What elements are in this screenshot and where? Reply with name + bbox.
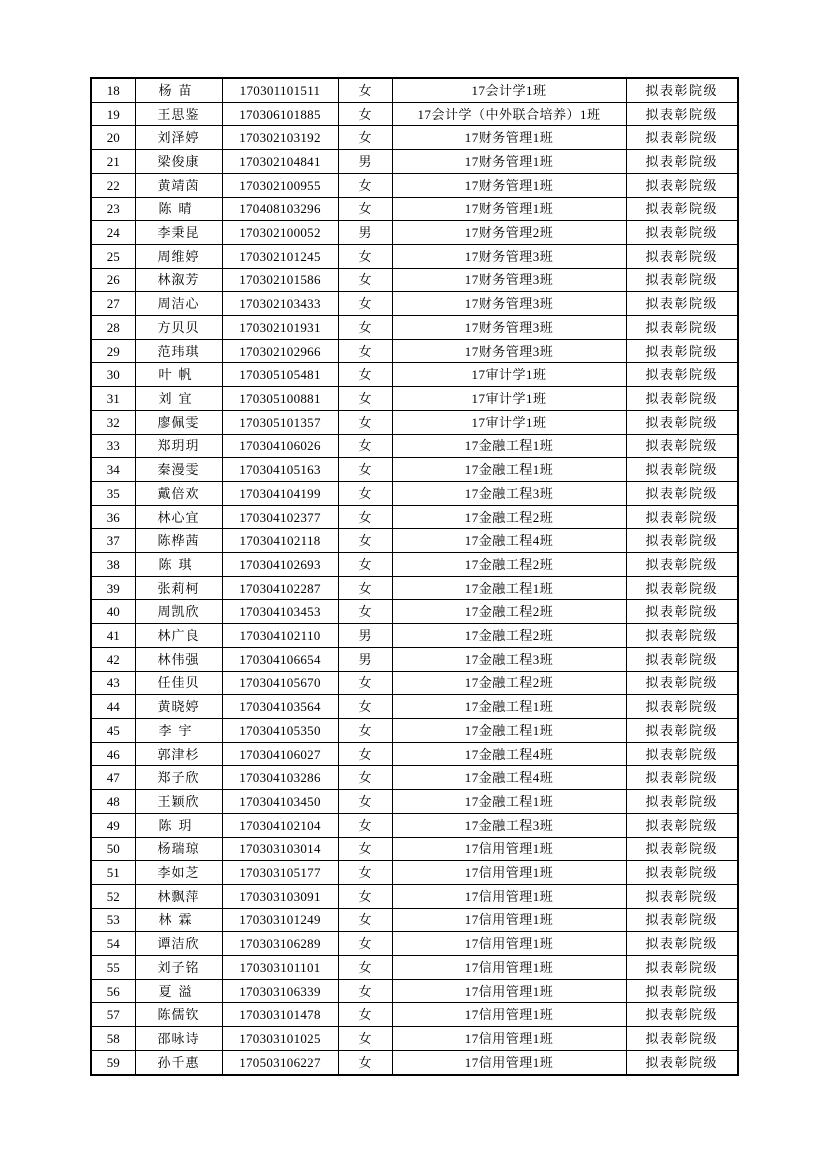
cell-no: 20 — [91, 126, 135, 150]
cell-no: 47 — [91, 766, 135, 790]
table-row — [91, 363, 738, 387]
cell-class-name: 17金融工程2班 — [392, 505, 626, 529]
cell-gender: 女 — [338, 505, 392, 529]
cell-gender: 女 — [338, 292, 392, 316]
cell-name: 林广良 — [135, 624, 222, 648]
cell-class-name: 17金融工程2班 — [392, 671, 626, 695]
cell-no: 21 — [91, 150, 135, 174]
cell-award: 拟表彰院级 — [626, 387, 738, 411]
cell-award: 拟表彰院级 — [626, 837, 738, 861]
cell-class-name: 17财务管理1班 — [392, 126, 626, 150]
table-row — [91, 979, 738, 1003]
cell-award: 拟表彰院级 — [626, 410, 738, 434]
cell-name: 陈桦茜 — [135, 529, 222, 553]
cell-gender: 女 — [338, 363, 392, 387]
cell-no: 59 — [91, 1050, 135, 1074]
cell-no: 49 — [91, 813, 135, 837]
cell-name: 黄靖茵 — [135, 173, 222, 197]
cell-student-id: 170302101931 — [222, 316, 338, 340]
cell-gender: 男 — [338, 624, 392, 648]
cell-name: 廖佩雯 — [135, 410, 222, 434]
table-row — [91, 481, 738, 505]
cell-award: 拟表彰院级 — [626, 671, 738, 695]
cell-award: 拟表彰院级 — [626, 861, 738, 885]
cell-gender: 女 — [338, 1027, 392, 1051]
cell-no: 35 — [91, 481, 135, 505]
cell-name: 刘子铭 — [135, 956, 222, 980]
cell-class-name: 17信用管理1班 — [392, 1027, 626, 1051]
table-row — [91, 766, 738, 790]
cell-gender: 女 — [338, 956, 392, 980]
cell-class-name: 17信用管理1班 — [392, 837, 626, 861]
cell-name: 黄晓婷 — [135, 695, 222, 719]
cell-class-name: 17审计学1班 — [392, 410, 626, 434]
cell-no: 42 — [91, 647, 135, 671]
cell-student-id: 170304103564 — [222, 695, 338, 719]
table-row — [91, 150, 738, 174]
cell-name: 孙千惠 — [135, 1050, 222, 1074]
cell-gender: 女 — [338, 837, 392, 861]
cell-class-name: 17审计学1班 — [392, 387, 626, 411]
cell-student-id: 170303101249 — [222, 908, 338, 932]
table-row — [91, 1027, 738, 1051]
cell-no: 25 — [91, 244, 135, 268]
cell-gender: 女 — [338, 908, 392, 932]
cell-class-name: 17信用管理1班 — [392, 932, 626, 956]
cell-student-id: 170302101586 — [222, 268, 338, 292]
cell-gender: 女 — [338, 553, 392, 577]
table-row — [91, 624, 738, 648]
cell-award: 拟表彰院级 — [626, 481, 738, 505]
cell-no: 48 — [91, 790, 135, 814]
table-row — [91, 505, 738, 529]
cell-class-name: 17财务管理1班 — [392, 150, 626, 174]
cell-award: 拟表彰院级 — [626, 458, 738, 482]
cell-no: 28 — [91, 316, 135, 340]
cell-no: 26 — [91, 268, 135, 292]
cell-student-id: 170306101885 — [222, 102, 338, 126]
cell-award: 拟表彰院级 — [626, 102, 738, 126]
cell-name: 林溆芳 — [135, 268, 222, 292]
cell-name: 陈儒钦 — [135, 1003, 222, 1027]
cell-no: 43 — [91, 671, 135, 695]
cell-no: 51 — [91, 861, 135, 885]
cell-class-name: 17金融工程1班 — [392, 790, 626, 814]
table-row — [91, 742, 738, 766]
cell-no: 34 — [91, 458, 135, 482]
cell-award: 拟表彰院级 — [626, 1003, 738, 1027]
table-row — [91, 576, 738, 600]
cell-student-id: 170302100052 — [222, 221, 338, 245]
cell-gender: 女 — [338, 600, 392, 624]
cell-student-id: 170304103286 — [222, 766, 338, 790]
cell-no: 45 — [91, 718, 135, 742]
cell-no: 55 — [91, 956, 135, 980]
cell-class-name: 17财务管理3班 — [392, 292, 626, 316]
cell-gender: 女 — [338, 790, 392, 814]
cell-gender: 男 — [338, 647, 392, 671]
cell-gender: 女 — [338, 813, 392, 837]
cell-award: 拟表彰院级 — [626, 932, 738, 956]
cell-award: 拟表彰院级 — [626, 979, 738, 1003]
table-row — [91, 861, 738, 885]
cell-award: 拟表彰院级 — [626, 529, 738, 553]
cell-student-id: 170304102377 — [222, 505, 338, 529]
cell-gender: 女 — [338, 671, 392, 695]
cell-class-name: 17财务管理1班 — [392, 173, 626, 197]
cell-no: 37 — [91, 529, 135, 553]
cell-student-id: 170304106654 — [222, 647, 338, 671]
cell-award: 拟表彰院级 — [626, 1027, 738, 1051]
cell-award: 拟表彰院级 — [626, 78, 738, 102]
cell-gender: 女 — [338, 742, 392, 766]
cell-no: 56 — [91, 979, 135, 1003]
cell-gender: 女 — [338, 126, 392, 150]
cell-student-id: 170303101478 — [222, 1003, 338, 1027]
cell-student-id: 170303101101 — [222, 956, 338, 980]
cell-award: 拟表彰院级 — [626, 790, 738, 814]
cell-name: 邵咏诗 — [135, 1027, 222, 1051]
cell-class-name: 17信用管理1班 — [392, 956, 626, 980]
cell-class-name: 17金融工程4班 — [392, 766, 626, 790]
cell-gender: 女 — [338, 434, 392, 458]
cell-name: 李宇 — [135, 718, 222, 742]
cell-no: 46 — [91, 742, 135, 766]
cell-student-id: 170303106289 — [222, 932, 338, 956]
cell-student-id: 170305101357 — [222, 410, 338, 434]
table-row — [91, 126, 738, 150]
cell-award: 拟表彰院级 — [626, 363, 738, 387]
cell-no: 29 — [91, 339, 135, 363]
table-row — [91, 221, 738, 245]
cell-award: 拟表彰院级 — [626, 576, 738, 600]
cell-award: 拟表彰院级 — [626, 339, 738, 363]
cell-name: 夏溢 — [135, 979, 222, 1003]
cell-student-id: 170303103091 — [222, 884, 338, 908]
cell-gender: 男 — [338, 221, 392, 245]
table-row — [91, 292, 738, 316]
cell-class-name: 17信用管理1班 — [392, 861, 626, 885]
table-row — [91, 553, 738, 577]
cell-no: 52 — [91, 884, 135, 908]
cell-name: 郭津杉 — [135, 742, 222, 766]
cell-name: 郑子欣 — [135, 766, 222, 790]
cell-student-id: 170304102104 — [222, 813, 338, 837]
table-row — [91, 718, 738, 742]
cell-class-name: 17财务管理2班 — [392, 221, 626, 245]
cell-class-name: 17金融工程4班 — [392, 529, 626, 553]
cell-student-id: 170305105481 — [222, 363, 338, 387]
table-row — [91, 244, 738, 268]
cell-award: 拟表彰院级 — [626, 742, 738, 766]
cell-student-id: 170302103192 — [222, 126, 338, 150]
cell-name: 梁俊康 — [135, 150, 222, 174]
cell-no: 44 — [91, 695, 135, 719]
cell-gender: 女 — [338, 78, 392, 102]
cell-name: 林霖 — [135, 908, 222, 932]
cell-student-id: 170302103433 — [222, 292, 338, 316]
cell-award: 拟表彰院级 — [626, 197, 738, 221]
cell-name: 陈琪 — [135, 553, 222, 577]
cell-gender: 女 — [338, 197, 392, 221]
student-table-body — [91, 78, 738, 1075]
cell-award: 拟表彰院级 — [626, 268, 738, 292]
cell-award: 拟表彰院级 — [626, 956, 738, 980]
cell-student-id: 170304102110 — [222, 624, 338, 648]
cell-student-id: 170303105177 — [222, 861, 338, 885]
cell-award: 拟表彰院级 — [626, 766, 738, 790]
cell-class-name: 17会计学1班 — [392, 78, 626, 102]
cell-student-id: 170304102287 — [222, 576, 338, 600]
cell-gender: 女 — [338, 268, 392, 292]
cell-award: 拟表彰院级 — [626, 316, 738, 340]
table-row — [91, 410, 738, 434]
cell-no: 50 — [91, 837, 135, 861]
cell-no: 57 — [91, 1003, 135, 1027]
cell-gender: 女 — [338, 932, 392, 956]
cell-name: 郑玥玥 — [135, 434, 222, 458]
cell-student-id: 170304102118 — [222, 529, 338, 553]
cell-class-name: 17财务管理3班 — [392, 268, 626, 292]
cell-no: 24 — [91, 221, 135, 245]
cell-student-id: 170302104841 — [222, 150, 338, 174]
table-row — [91, 932, 738, 956]
cell-award: 拟表彰院级 — [626, 695, 738, 719]
cell-award: 拟表彰院级 — [626, 553, 738, 577]
cell-no: 54 — [91, 932, 135, 956]
cell-student-id: 170304106027 — [222, 742, 338, 766]
cell-student-id: 170302100955 — [222, 173, 338, 197]
cell-no: 38 — [91, 553, 135, 577]
cell-student-id: 170303106339 — [222, 979, 338, 1003]
cell-award: 拟表彰院级 — [626, 434, 738, 458]
cell-class-name: 17金融工程2班 — [392, 600, 626, 624]
cell-student-id: 170408103296 — [222, 197, 338, 221]
cell-no: 31 — [91, 387, 135, 411]
table-row — [91, 600, 738, 624]
cell-award: 拟表彰院级 — [626, 221, 738, 245]
cell-no: 36 — [91, 505, 135, 529]
cell-gender: 男 — [338, 150, 392, 174]
cell-class-name: 17审计学1班 — [392, 363, 626, 387]
cell-no: 22 — [91, 173, 135, 197]
cell-name: 李秉昆 — [135, 221, 222, 245]
cell-gender: 女 — [338, 695, 392, 719]
cell-name: 杨瑞琼 — [135, 837, 222, 861]
cell-class-name: 17财务管理3班 — [392, 244, 626, 268]
cell-gender: 女 — [338, 173, 392, 197]
cell-no: 58 — [91, 1027, 135, 1051]
cell-class-name: 17金融工程1班 — [392, 576, 626, 600]
cell-student-id: 170304103450 — [222, 790, 338, 814]
table-row — [91, 339, 738, 363]
cell-class-name: 17金融工程3班 — [392, 481, 626, 505]
cell-gender: 女 — [338, 410, 392, 434]
cell-name: 谭洁欣 — [135, 932, 222, 956]
table-row — [91, 458, 738, 482]
table-row — [91, 316, 738, 340]
cell-gender: 女 — [338, 718, 392, 742]
cell-name: 王思鉴 — [135, 102, 222, 126]
cell-name: 杨苗 — [135, 78, 222, 102]
cell-class-name: 17财务管理1班 — [392, 197, 626, 221]
cell-no: 41 — [91, 624, 135, 648]
cell-award: 拟表彰院级 — [626, 647, 738, 671]
cell-name: 秦漫雯 — [135, 458, 222, 482]
cell-student-id: 170304105350 — [222, 718, 338, 742]
cell-gender: 女 — [338, 316, 392, 340]
cell-student-id: 170302102966 — [222, 339, 338, 363]
cell-class-name: 17金融工程3班 — [392, 813, 626, 837]
cell-student-id: 170503106227 — [222, 1050, 338, 1074]
cell-class-name: 17信用管理1班 — [392, 908, 626, 932]
cell-student-id: 170304105670 — [222, 671, 338, 695]
cell-class-name: 17金融工程2班 — [392, 624, 626, 648]
cell-name: 陈玥 — [135, 813, 222, 837]
cell-name: 张莉柯 — [135, 576, 222, 600]
table-row — [91, 884, 738, 908]
cell-gender: 女 — [338, 529, 392, 553]
cell-name: 方贝贝 — [135, 316, 222, 340]
table-row — [91, 529, 738, 553]
cell-gender: 女 — [338, 884, 392, 908]
cell-name: 刘宜 — [135, 387, 222, 411]
cell-no: 23 — [91, 197, 135, 221]
table-row — [91, 790, 738, 814]
table-row — [91, 908, 738, 932]
cell-gender: 女 — [338, 387, 392, 411]
table-row — [91, 1003, 738, 1027]
cell-gender: 女 — [338, 861, 392, 885]
cell-name: 林心宜 — [135, 505, 222, 529]
cell-award: 拟表彰院级 — [626, 718, 738, 742]
cell-gender: 女 — [338, 979, 392, 1003]
cell-name: 陈晴 — [135, 197, 222, 221]
cell-name: 王颖欣 — [135, 790, 222, 814]
table-row — [91, 837, 738, 861]
cell-award: 拟表彰院级 — [626, 813, 738, 837]
cell-student-id: 170305100881 — [222, 387, 338, 411]
cell-class-name: 17金融工程1班 — [392, 695, 626, 719]
cell-no: 30 — [91, 363, 135, 387]
cell-gender: 女 — [338, 1050, 392, 1074]
cell-gender: 女 — [338, 244, 392, 268]
cell-class-name: 17金融工程1班 — [392, 458, 626, 482]
cell-gender: 女 — [338, 481, 392, 505]
cell-class-name: 17金融工程3班 — [392, 647, 626, 671]
cell-name: 范玮琪 — [135, 339, 222, 363]
cell-name: 任佳贝 — [135, 671, 222, 695]
cell-student-id: 170302101245 — [222, 244, 338, 268]
table-row — [91, 671, 738, 695]
cell-no: 53 — [91, 908, 135, 932]
cell-name: 戴倍欢 — [135, 481, 222, 505]
cell-no: 27 — [91, 292, 135, 316]
cell-award: 拟表彰院级 — [626, 173, 738, 197]
cell-name: 李如芝 — [135, 861, 222, 885]
cell-student-id: 170304102693 — [222, 553, 338, 577]
table-row — [91, 956, 738, 980]
cell-award: 拟表彰院级 — [626, 1050, 738, 1074]
student-table — [90, 77, 739, 1076]
cell-name: 周维婷 — [135, 244, 222, 268]
cell-class-name: 17金融工程4班 — [392, 742, 626, 766]
cell-award: 拟表彰院级 — [626, 884, 738, 908]
cell-award: 拟表彰院级 — [626, 244, 738, 268]
cell-class-name: 17金融工程2班 — [392, 553, 626, 577]
table-row — [91, 434, 738, 458]
table-row — [91, 102, 738, 126]
cell-student-id: 170303103014 — [222, 837, 338, 861]
cell-award: 拟表彰院级 — [626, 292, 738, 316]
cell-no: 33 — [91, 434, 135, 458]
cell-student-id: 170304105163 — [222, 458, 338, 482]
cell-award: 拟表彰院级 — [626, 908, 738, 932]
table-row — [91, 197, 738, 221]
cell-student-id: 170304104199 — [222, 481, 338, 505]
cell-class-name: 17财务管理3班 — [392, 316, 626, 340]
cell-student-id: 170304103453 — [222, 600, 338, 624]
cell-name: 叶帆 — [135, 363, 222, 387]
cell-award: 拟表彰院级 — [626, 126, 738, 150]
cell-class-name: 17财务管理3班 — [392, 339, 626, 363]
table-row — [91, 695, 738, 719]
table-row — [91, 1050, 738, 1074]
cell-no: 32 — [91, 410, 135, 434]
cell-student-id: 170303101025 — [222, 1027, 338, 1051]
cell-class-name: 17信用管理1班 — [392, 884, 626, 908]
cell-class-name: 17会计学（中外联合培养）1班 — [392, 102, 626, 126]
cell-name: 周凯欣 — [135, 600, 222, 624]
cell-student-id: 170304106026 — [222, 434, 338, 458]
cell-gender: 女 — [338, 458, 392, 482]
cell-no: 39 — [91, 576, 135, 600]
table-row — [91, 173, 738, 197]
table-row — [91, 647, 738, 671]
cell-name: 林伟强 — [135, 647, 222, 671]
cell-class-name: 17金融工程1班 — [392, 434, 626, 458]
cell-class-name: 17信用管理1班 — [392, 1050, 626, 1074]
cell-gender: 女 — [338, 576, 392, 600]
cell-gender: 女 — [338, 1003, 392, 1027]
table-row — [91, 268, 738, 292]
cell-name: 周洁心 — [135, 292, 222, 316]
cell-gender: 女 — [338, 339, 392, 363]
table-row — [91, 387, 738, 411]
cell-award: 拟表彰院级 — [626, 600, 738, 624]
cell-class-name: 17信用管理1班 — [392, 1003, 626, 1027]
table-row — [91, 78, 738, 102]
cell-class-name: 17金融工程1班 — [392, 718, 626, 742]
cell-class-name: 17信用管理1班 — [392, 979, 626, 1003]
cell-no: 40 — [91, 600, 135, 624]
cell-no: 19 — [91, 102, 135, 126]
cell-student-id: 170301101511 — [222, 78, 338, 102]
cell-name: 林飘萍 — [135, 884, 222, 908]
cell-award: 拟表彰院级 — [626, 150, 738, 174]
cell-award: 拟表彰院级 — [626, 624, 738, 648]
cell-gender: 女 — [338, 766, 392, 790]
cell-award: 拟表彰院级 — [626, 505, 738, 529]
table-row — [91, 813, 738, 837]
cell-gender: 女 — [338, 102, 392, 126]
cell-no: 18 — [91, 78, 135, 102]
cell-name: 刘泽婷 — [135, 126, 222, 150]
